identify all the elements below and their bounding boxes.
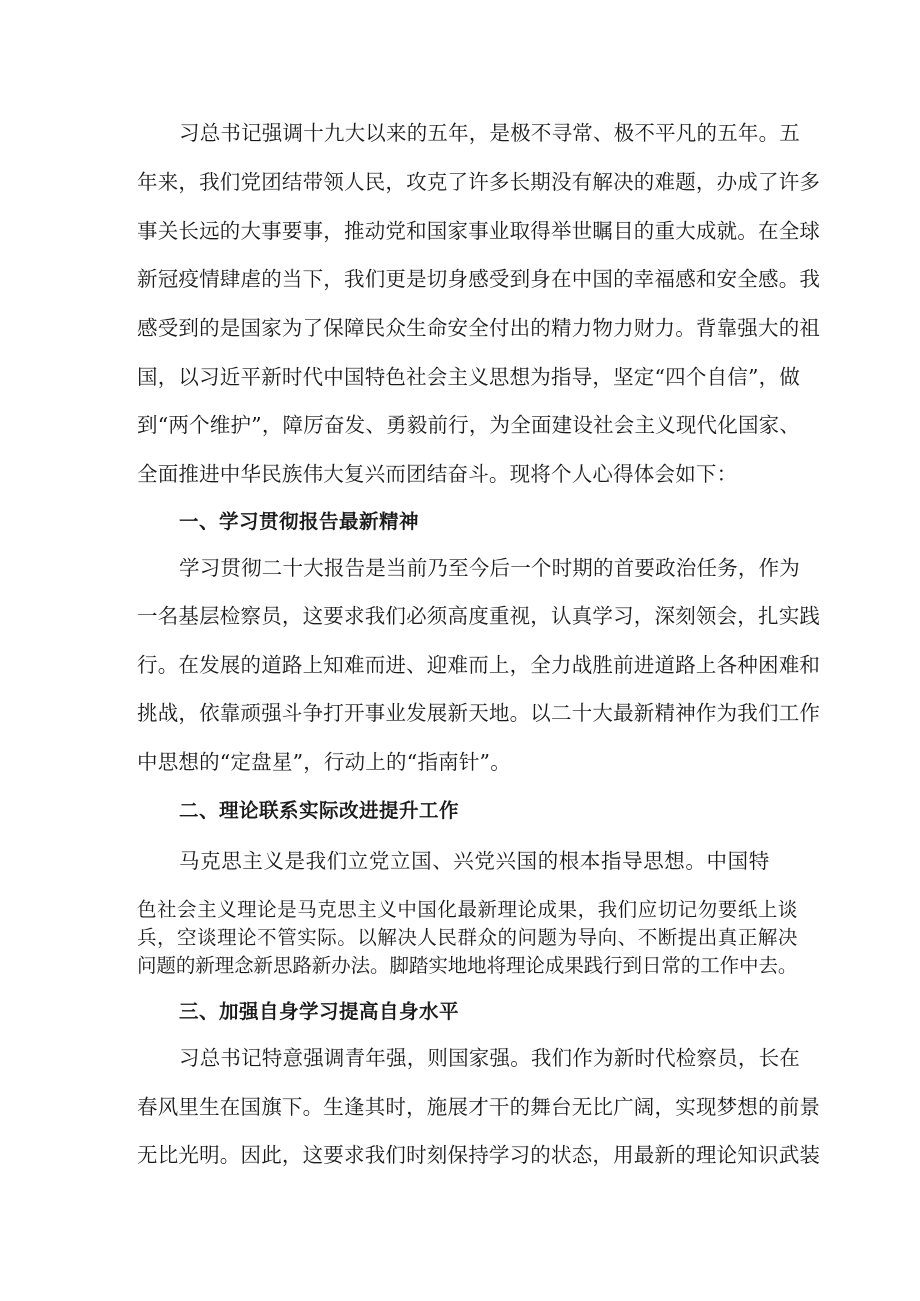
section-heading-1: 一、学习贯彻报告最新精神 bbox=[179, 510, 420, 533]
paragraph-1-line-5: 感受到的是国家为了保障民众生命安全付出的精力物力财力。背靠强大的祖 bbox=[137, 316, 821, 340]
paragraph-2-line-5: 中思想的“定盘星”，行动上的“指南针”。 bbox=[137, 750, 511, 774]
paragraph-2-line-3: 行。在发展的道路上知难而进、迎难而上，全力战胜前进道路上各种困难和 bbox=[137, 653, 821, 677]
section-heading-3: 三、加强自身学习提高自身水平 bbox=[179, 1000, 460, 1023]
paragraph-1-line-4: 新冠疫情肆虐的当下，我们更是切身感受到身在中国的幸福感和安全感。我 bbox=[137, 267, 821, 291]
paragraph-3-line-3: 兵，空谈理论不管实际。以解决人民群众的问题为导向、不断提出真正解决 bbox=[137, 926, 797, 949]
paragraph-3-line-4: 问题的新理念新思路新办法。脚踏实地地将理论成果践行到日常的工作中去。 bbox=[137, 954, 797, 977]
paragraph-2-line-4: 挑战，依靠顽强斗争打开事业发展新天地。以二十大最新精神作为我们工作 bbox=[137, 701, 821, 725]
paragraph-3-line-1: 马克思主义是我们立党立国、兴党兴国的根本指导思想。中国特 bbox=[179, 849, 770, 873]
paragraph-1-line-6: 国，以习近平新时代中国特色社会主义思想为指导，坚定“四个自信”，做 bbox=[137, 365, 801, 389]
paragraph-4-line-1: 习总书记特意强调青年强，则国家强。我们作为新时代检察员，长在 bbox=[179, 1046, 800, 1070]
section-heading-2: 二、理论联系实际改进提升工作 bbox=[179, 799, 460, 822]
paragraph-1-line-7: 到“两个维护”，障厉奋发、勇毅前行，为全面建设社会主义现代化国家、 bbox=[137, 413, 801, 437]
paragraph-4-line-3: 无比光明。因此，这要求我们时刻保持学习的状态，用最新的理论知识武装 bbox=[137, 1143, 821, 1167]
paragraph-1-line-8: 全面推进中华民族伟大复兴而团结奋斗。现将个人心得体会如下： bbox=[137, 462, 738, 486]
paragraph-1-line-2: 年来，我们党团结带领人民，攻克了许多长期没有解决的难题，办成了许多 bbox=[137, 170, 821, 194]
paragraph-1-line-3: 事关长远的大事要事，推动党和国家事业取得举世瞩目的重大成就。在全球 bbox=[137, 219, 821, 243]
paragraph-3-line-2: 色社会主义理论是马克思主义中国化最新理论成果，我们应切记勿要纸上谈 bbox=[137, 898, 797, 921]
paragraph-2-line-2: 一名基层检察员，这要求我们必须高度重视，认真学习，深刻领会，扎实践 bbox=[137, 604, 821, 628]
paragraph-2-line-1: 学习贯彻二十大报告是当前乃至今后一个时期的首要政治任务，作为 bbox=[179, 556, 800, 580]
paragraph-4-line-2: 春风里生在国旗下。生逢其时，施展才干的舞台无比广阔，实现梦想的前景 bbox=[137, 1095, 821, 1119]
paragraph-1-line-1: 习总书记强调十九大以来的五年，是极不寻常、极不平凡的五年。五 bbox=[179, 121, 800, 145]
